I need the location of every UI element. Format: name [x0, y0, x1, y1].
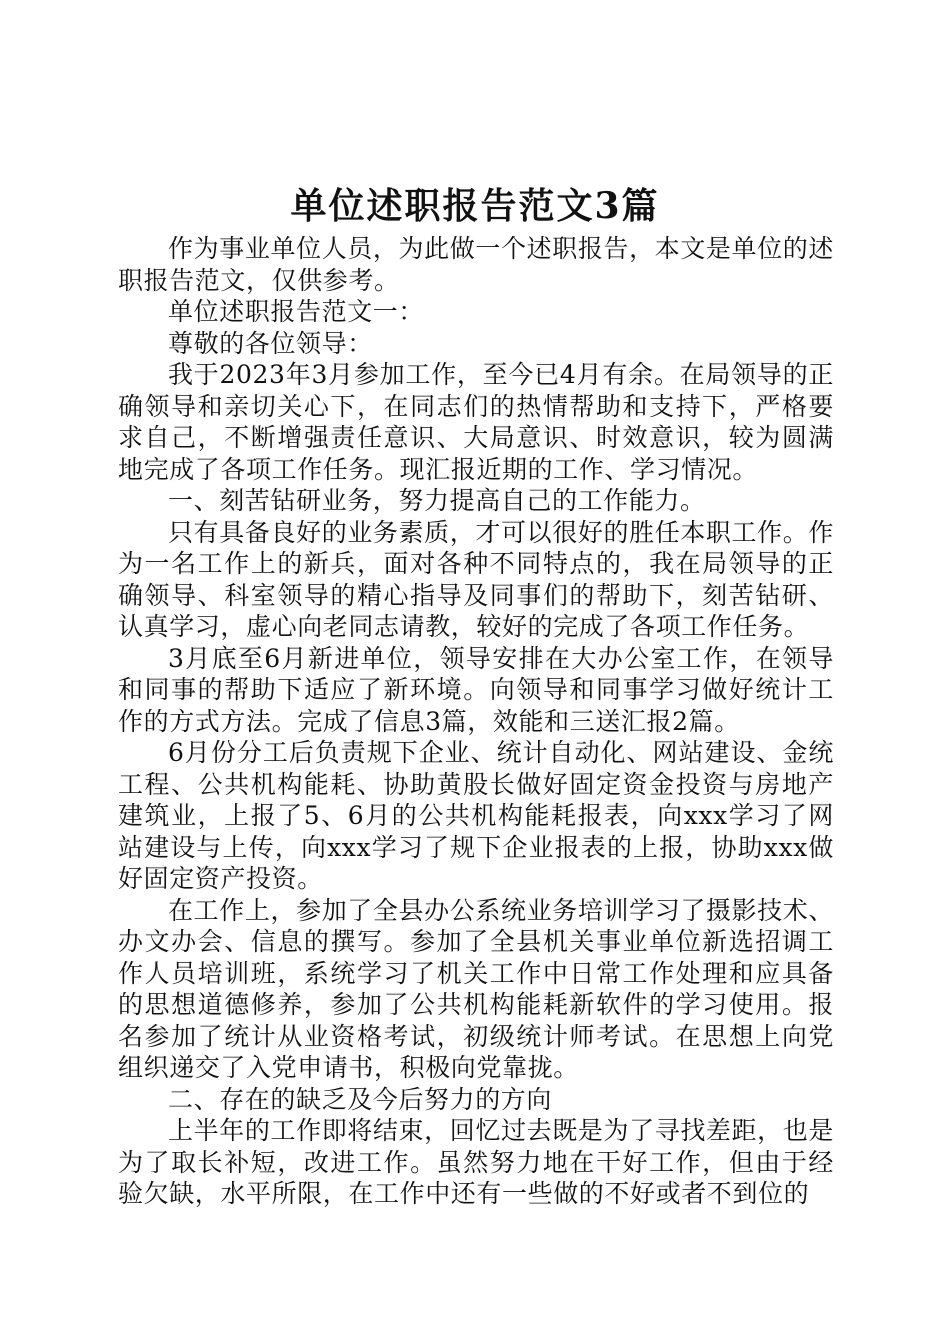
paragraph-intro: 作为事业单位人员，为此做一个述职报告，本文是单位的述职报告范文，仅供参考。	[118, 234, 834, 295]
paragraph-study: 只有具备良好的业务素质，才可以很好的胜任本职工作。作为一名工作上的新兵，面对各种不同特点的，我在局领导的正确领导、科室领导的精心指导及同事们的帮助下，刻苦钻研、认真学习，虚心向老同志请教，较好的完成了各项工作任务。	[118, 517, 834, 641]
paragraph-heading-two: 二、存在的缺乏及今后努力的方向	[168, 1084, 553, 1114]
paragraph-salutation: 尊敬的各位领导：	[168, 328, 373, 358]
paragraph-review: 上半年的工作即将结束，回忆过去既是为了寻找差距，也是为了取长补短，改进工作。虽然努力地在干好工作，但由于经验欠缺，水平所限，在工作中还有一些做的不好或者不到位的	[118, 1116, 834, 1208]
paragraph-section-heading: 单位述职报告范文一：	[168, 297, 425, 326]
paragraph-heading-one: 一、刻苦钻研业务，努力提高自己的工作能力。	[168, 486, 706, 515]
document-body	[118, 233, 834, 1210]
paragraph-overview: 我于2023年3月参加工作，至今已4月有余。在局领导的正确领导和亲切关心下，在同志们的热情帮助和支持下，严格要求自己，不断增强责任意识、大局意识、时效意识，较为圆满地完成了各项工作任务。现汇报近期的工作、学习情况。	[118, 360, 834, 484]
paragraph-march-june: 3月底至6月新进单位，领导安排在大办公室工作，在领导和同事的帮助下适应了新环境。向领导和同事学习做好统计工作的方式方法。完成了信息3篇，效能和三送汇报2篇。	[118, 643, 834, 736]
paragraph-training: 在工作上，参加了全县办公系统业务培训学习了摄影技术、办文办会、信息的撰写。参加了全县机关事业单位新选招调工作人员培训班，系统学习了机关工作中日常工作处理和应具备的思想道德修养，参加了公共机构能耗新软件的学习使用。报名参加了统计从业资格考试，初级统计师考试。在思想上向党组织递交了入党申请书，积极向党靠拢。	[118, 895, 834, 1082]
paragraph-june-duties: 6月份分工后负责规下企业、统计自动化、网站建设、金统工程、公共机构能耗、协助黄股长做好固定资金投资与房地产建筑业，上报了5、6月的公共机构能耗报表，向xxx学习了网站建设与上传，向xxx学习了规下企业报表的上报，协助xxx做好固定资产投资。	[118, 738, 834, 893]
document-title: 单位述职报告范文3篇	[290, 185, 660, 227]
